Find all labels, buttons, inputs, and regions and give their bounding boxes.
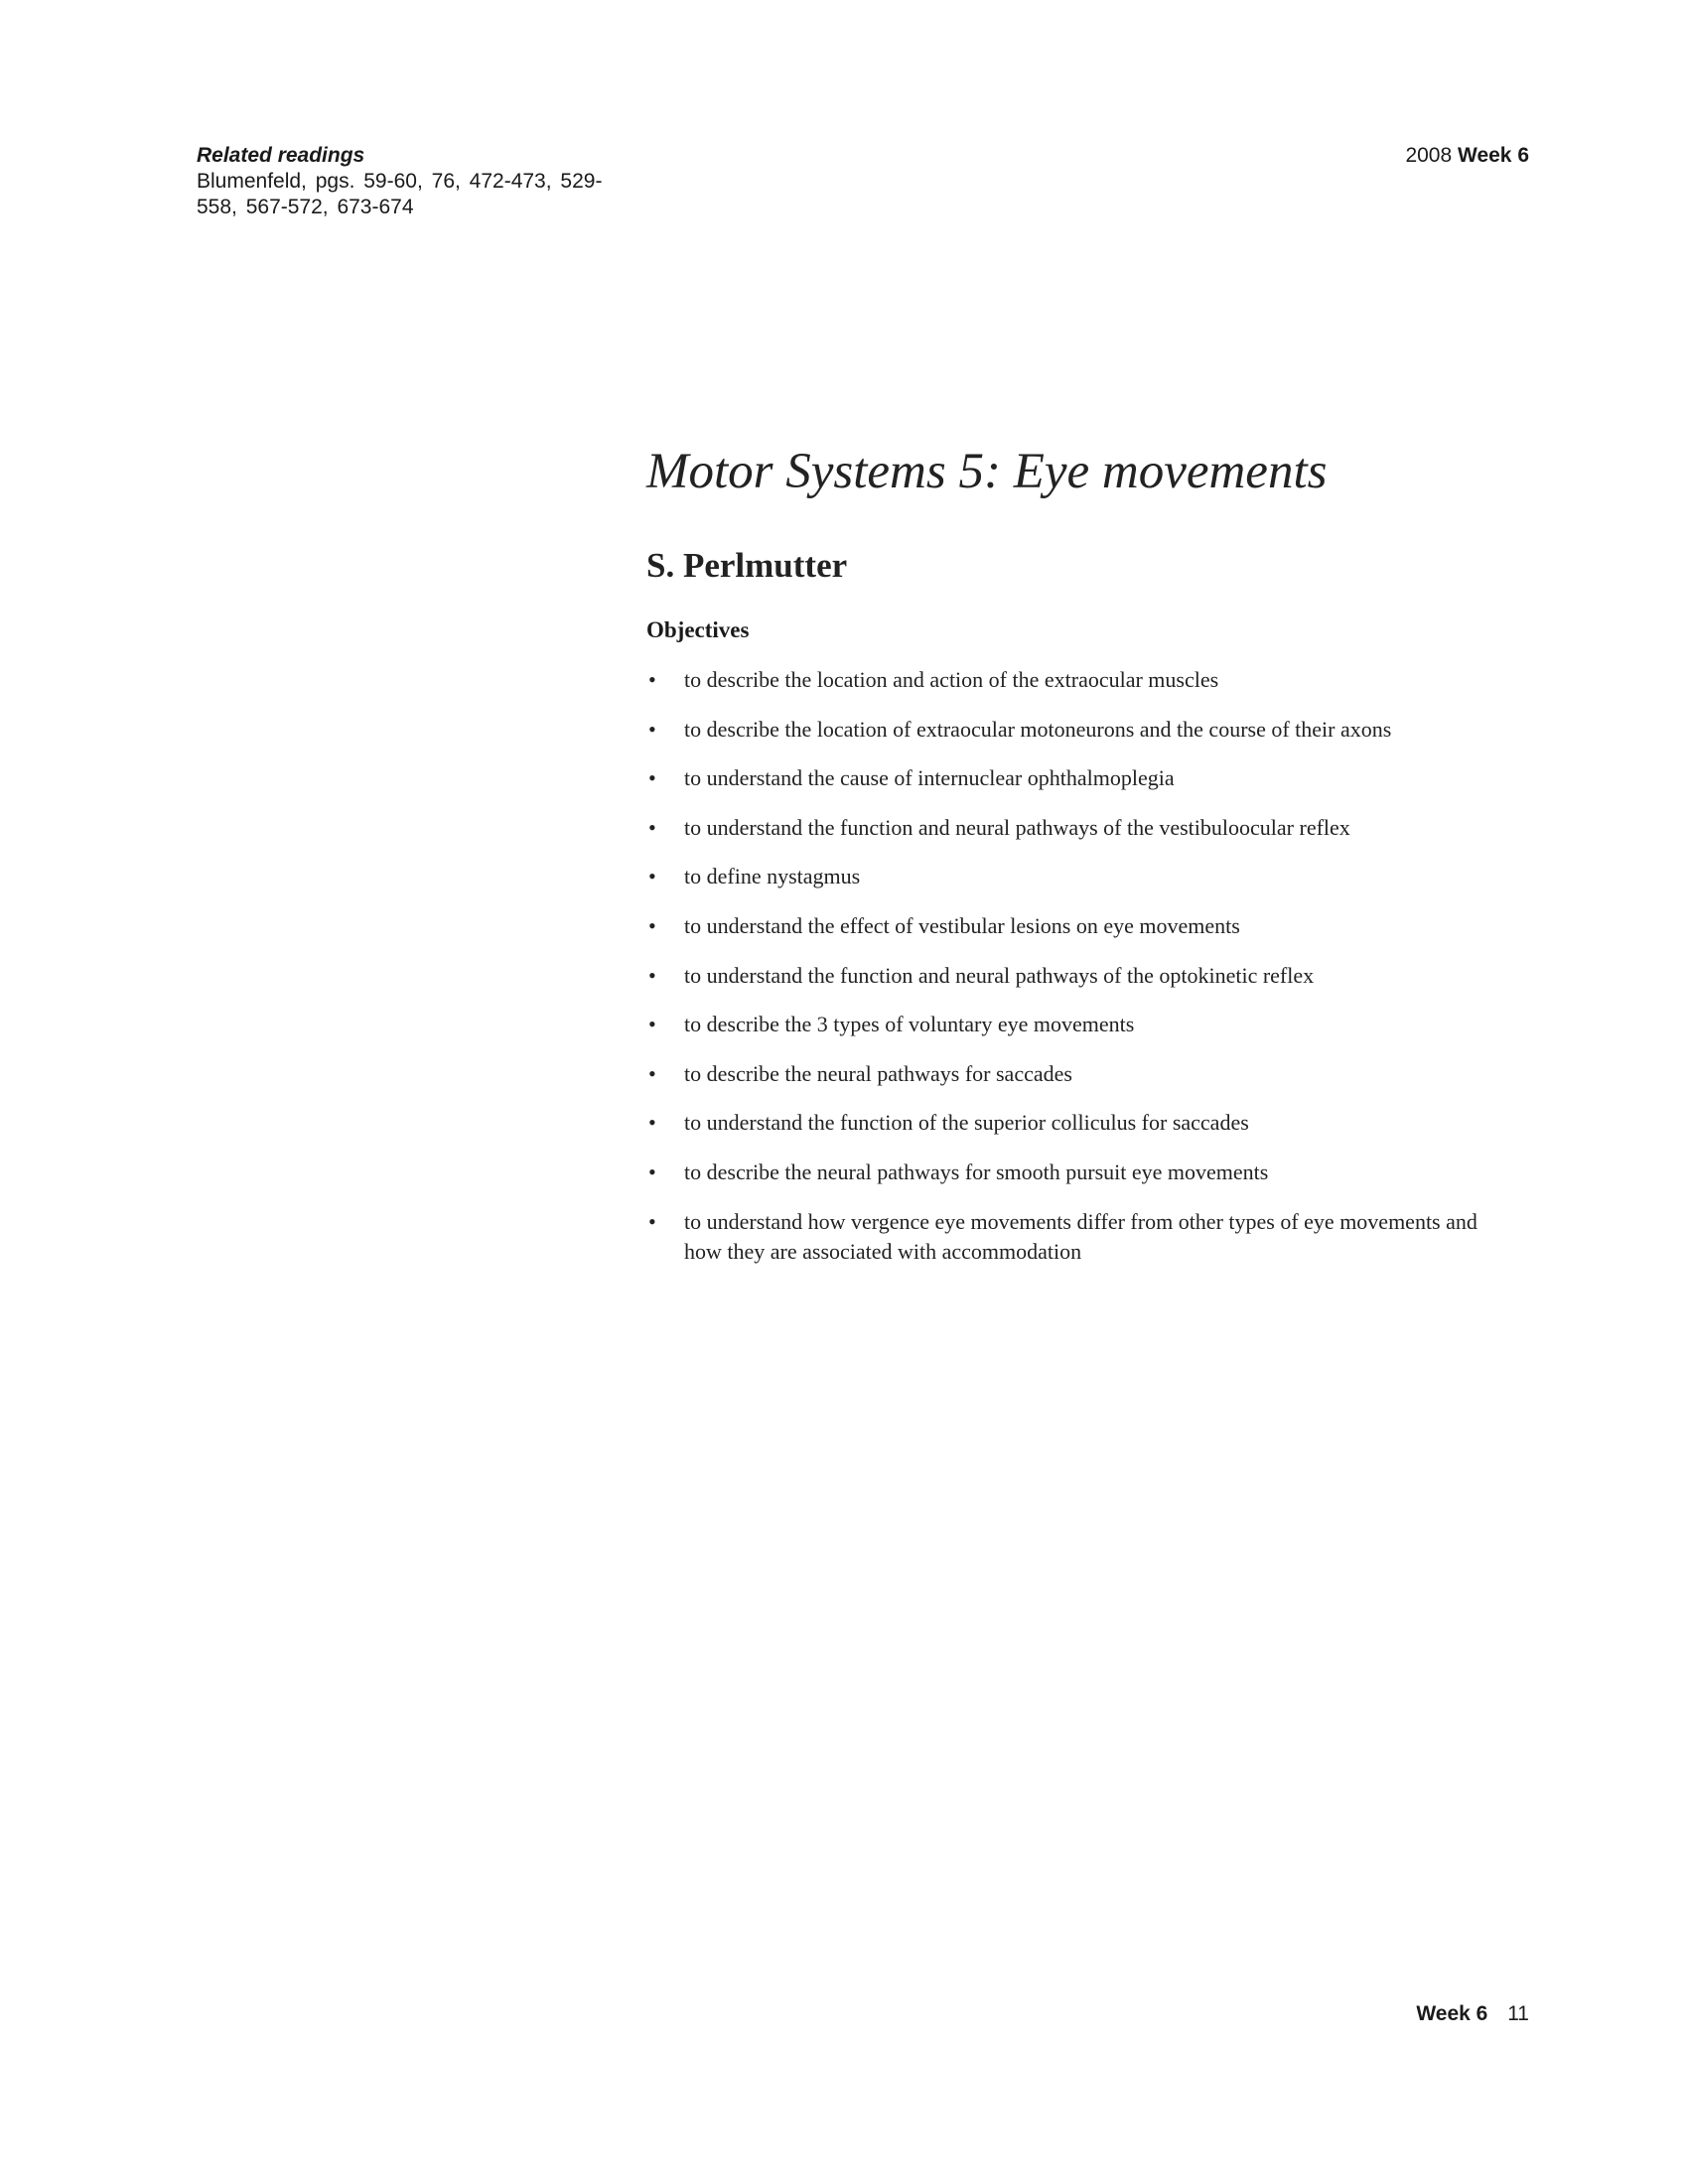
objective-text: to understand the effect of vestibular lesions on eye movements bbox=[684, 912, 1240, 938]
objective-item bbox=[646, 813, 1520, 843]
bullet-icon: • bbox=[648, 962, 656, 988]
objective-item bbox=[646, 665, 1520, 695]
objectives-heading: Objectives bbox=[646, 617, 750, 642]
objective-text: to understand the function of the superior colliculus for saccades bbox=[684, 1110, 1249, 1136]
objective-item bbox=[646, 1010, 1520, 1039]
lecture-title: Motor Systems 5: Eye movements bbox=[646, 444, 1328, 499]
objective-text: to understand the function and neural pathways of the optokinetic reflex bbox=[684, 962, 1315, 988]
objective-text: to describe the location and action of the extraocular muscles bbox=[684, 667, 1219, 692]
related-readings-title: Related readings bbox=[197, 144, 365, 167]
objective-item bbox=[646, 763, 1520, 793]
objective-item bbox=[646, 961, 1520, 991]
objective-text: to define nystagmus bbox=[684, 864, 861, 889]
lecture-content bbox=[646, 439, 1520, 1286]
objective-text: to describe the location of extraocular motoneurons and the course of their axons bbox=[684, 716, 1392, 742]
lecture-author: S. Perlmutter bbox=[646, 546, 848, 585]
objective-item bbox=[646, 1059, 1520, 1089]
bullet-icon: • bbox=[648, 912, 656, 938]
header-year: 2008 bbox=[1405, 144, 1453, 167]
page-footer bbox=[1416, 2001, 1529, 2027]
objective-text: to describe the neural pathways for smooth pursuit eye movements bbox=[684, 1159, 1269, 1184]
bullet-icon: • bbox=[648, 864, 656, 889]
bullet-icon: • bbox=[648, 1060, 656, 1086]
header-date-week bbox=[1405, 143, 1529, 169]
objective-text: to understand the function and neural pathways of the vestibuloocular reflex bbox=[684, 814, 1350, 840]
objectives-list bbox=[646, 665, 1520, 1267]
objective-text: to describe the 3 types of voluntary eye movements bbox=[684, 1012, 1135, 1037]
objective-text: to understand the cause of internuclear ophthalmoplegia bbox=[684, 765, 1175, 791]
bullet-icon: • bbox=[648, 716, 656, 742]
footer-week: Week 6 bbox=[1416, 2002, 1488, 2025]
bullet-icon: • bbox=[648, 1110, 656, 1136]
bullet-icon: • bbox=[648, 667, 656, 692]
objective-item bbox=[646, 1158, 1520, 1187]
objective-item bbox=[646, 715, 1520, 745]
objective-item bbox=[646, 1108, 1520, 1138]
bullet-icon: • bbox=[648, 1012, 656, 1037]
bullet-icon: • bbox=[648, 814, 656, 840]
objective-item bbox=[646, 911, 1520, 941]
bullet-icon: • bbox=[648, 1208, 656, 1234]
objective-text: to describe the neural pathways for saccades bbox=[684, 1060, 1072, 1086]
related-readings-pages: Blumenfeld, pgs. 59-60, 76, 472-473, 529-558, 567-572, 673-674 bbox=[197, 170, 603, 218]
related-readings bbox=[197, 143, 633, 220]
bullet-icon: • bbox=[648, 1159, 656, 1184]
header-week: Week 6 bbox=[1458, 144, 1529, 167]
objective-text: to understand how vergence eye movements differ from other types of eye movements and how they are associated with accommodation bbox=[684, 1208, 1477, 1264]
objective-item bbox=[646, 1207, 1520, 1267]
objective-item bbox=[646, 862, 1520, 891]
page-number: 11 bbox=[1507, 2002, 1529, 2025]
bullet-icon: • bbox=[648, 765, 656, 791]
